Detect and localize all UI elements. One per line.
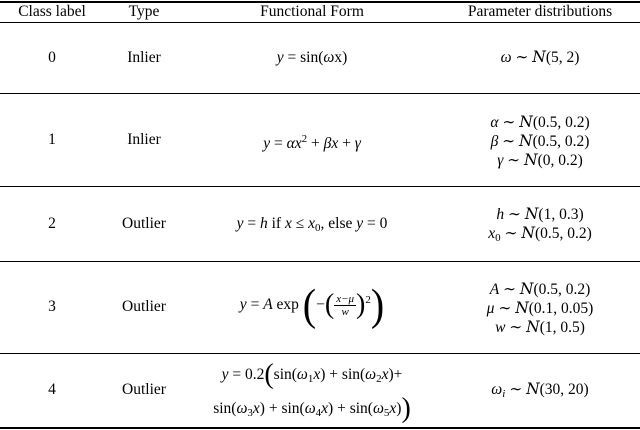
class-label-cell: 2 bbox=[48, 215, 56, 232]
parameter-cell: $\omega_i$ ∼ N(30, 20) bbox=[491, 380, 589, 400]
type-cell: Inlier bbox=[127, 49, 161, 66]
type-cell: Inlier bbox=[127, 131, 161, 148]
type-cell: Outlier bbox=[122, 381, 166, 398]
row-rule bbox=[0, 186, 640, 187]
row-rule bbox=[0, 261, 640, 262]
parameter-cell: α ∼ N(0.5, 0.2) β ∼ N(0.5, 0.2) γ ∼ N(0, 0.2) bbox=[490, 113, 590, 169]
functional-form-cell: y = A exp (−( $\frac{x-\mu}{w}$ )$^2$) bbox=[239, 280, 385, 330]
header-rule bbox=[0, 22, 640, 23]
row-rule bbox=[0, 353, 640, 354]
header-type: Type bbox=[128, 3, 160, 20]
class-label-cell: 1 bbox=[48, 131, 56, 148]
class-label-cell: 0 bbox=[48, 49, 56, 66]
type-cell: Outlier bbox=[122, 298, 166, 315]
functional-form-cell: y = h if $x \le x_0$, else y = 0 bbox=[236, 215, 388, 234]
type-cell: Outlier bbox=[122, 215, 166, 232]
class-label-cell: 3 bbox=[48, 298, 56, 315]
header-parameter-distributions: Parameter distributions bbox=[467, 3, 613, 20]
class-label-cell: 4 bbox=[48, 381, 56, 398]
parameter-cell: ω ∼ N(5, 2) bbox=[500, 48, 580, 66]
parameter-cell: h ∼ N(1, 0.3) $x_0$ ∼ N(0.5, 0.2) bbox=[488, 205, 592, 244]
functional-form-cell: y = sin(ωx) bbox=[276, 49, 348, 66]
functional-form-cell: $y = 0.2(\sin(\omega_1x) + \sin(\omega_2x)+$ $\sin(\omega_3x) + \sin(\omega_4x) + \sin(\omega_5x)$) bbox=[213, 359, 411, 425]
functional-form-cell: $y = \alpha x^2 + \beta x + \gamma$ bbox=[263, 133, 361, 152]
header-class-label: Class label bbox=[18, 3, 86, 20]
row-rule bbox=[0, 93, 640, 94]
parameter-cell: A ∼ N(0.5, 0.2) μ ∼ N(0.1, 0.05) w ∼ N(1, 0.5) bbox=[486, 280, 594, 336]
header-functional-form: Functional Form bbox=[260, 3, 364, 20]
